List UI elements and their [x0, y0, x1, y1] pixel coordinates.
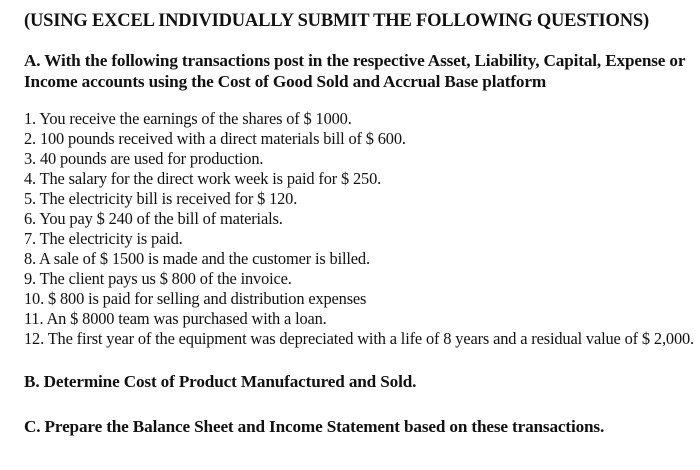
section-a-instructions: A. With the following transactions post in the respective Asset, Liability, Capital, Expense or Income accounts using the Cost of Good Sold and Accrual Base platform [24, 51, 686, 91]
transaction-item: 11. An $ 8000 team was purchased with a loan. [24, 309, 327, 328]
transaction-item: 6. You pay $ 240 of the bill of materials. [24, 209, 283, 228]
transaction-list [24, 109, 696, 349]
transaction-item: 8. A sale of $ 1500 is made and the customer is billed. [24, 249, 370, 268]
transaction-item: 7. The electricity is paid. [24, 229, 183, 248]
section-c-instructions: C. Prepare the Balance Sheet and Income Statement based on these transactions. [24, 417, 605, 436]
transaction-item: 4. The salary for the direct work week is paid for $ 250. [24, 169, 382, 188]
document [24, 10, 696, 437]
document-heading: (USING EXCEL INDIVIDUALLY SUBMIT THE FOLLOWING QUESTIONS) [24, 11, 649, 31]
transaction-item: 1. You receive the earnings of the shares of $ 1000. [24, 109, 352, 128]
transaction-item: 10. $ 800 is paid for selling and distribution expenses [24, 289, 367, 308]
transaction-item: 12. The first year of the equipment was depreciated with a life of 8 years and a residual value of $ 2,000. [24, 329, 694, 348]
transaction-item: 2. 100 pounds received with a direct materials bill of $ 600. [24, 129, 406, 148]
transaction-item: 9. The client pays us $ 800 of the invoice. [24, 269, 292, 288]
section-b-instructions: B. Determine Cost of Product Manufactured and Sold. [24, 372, 417, 391]
transaction-item: 5. The electricity bill is received for $ 120. [24, 189, 298, 208]
transaction-item: 3. 40 pounds are used for production. [24, 149, 264, 168]
